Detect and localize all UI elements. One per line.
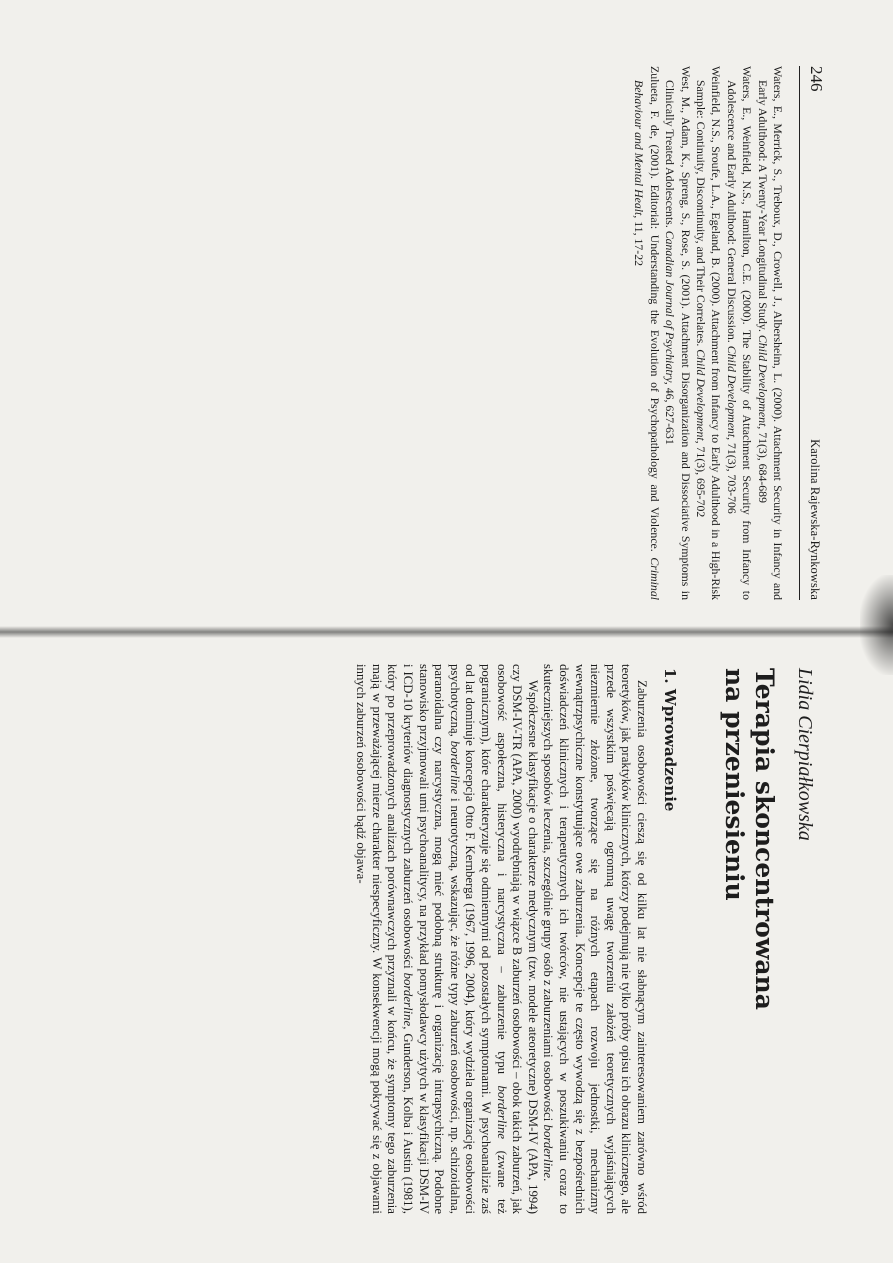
paragraph <box>540 664 649 1214</box>
reference-journal: Child Development, <box>724 345 739 441</box>
page-header <box>806 66 826 600</box>
paragraph <box>353 664 540 1214</box>
italic-term: borderline <box>447 740 462 795</box>
italic-term: borderline <box>541 1124 556 1179</box>
reference-journal: Child Development, <box>693 349 708 444</box>
reference-entry <box>754 66 785 600</box>
reference-text: West, M., Adam, K., Spreng, S., Rose, S. (2001). Attachment Disorganization and Dissociative Symptoms in Clinically Treated Adolescents. <box>663 66 693 600</box>
reference-text: Waters, E., Merrick, S., Treboux, D., Crowell, J., Albersheim, L. (2000). Attachment Security in Infancy and Early Adulthood: A Twenty-Year Longitudinal Study. <box>755 66 785 600</box>
header-rule <box>799 66 800 600</box>
reference-volume-pages: 71(3), 703-706 <box>724 440 739 514</box>
reference-entry <box>723 66 754 600</box>
chapter-author: Lidia Cierpiałkowska <box>794 668 816 841</box>
chapter-title <box>719 668 779 1214</box>
reference-journal: Criminal Behaviour and Mental Healt, <box>632 80 662 600</box>
paragraph-text: , Gunderson, Kolba i Austin (1981), który po przeprowadzonych analizach porównawczych przyznali w końcu, że symptomy tego zaburzenia mają w przeważającej mierze charakter niespecyficzny. W konsekwencji mogą pokrywać się z objawami innych zaburzeń osobowości bądź objawa- <box>354 664 416 1214</box>
italic-term: borderline <box>494 1085 509 1140</box>
chapter-title-line-2: na przeniesieniu <box>720 668 749 901</box>
reference-volume-pages: 46, 627-631 <box>663 384 678 445</box>
reference-entry <box>693 66 724 600</box>
reference-volume-pages: 71(3), 684-689 <box>755 429 770 503</box>
reference-journal: Canadian Journal of Psychiatry, <box>663 230 678 385</box>
paragraph-text: Zaburzenia osobowości cieszą się od kilku lat nie słabnącym zainteresowaniem zarówno wśród teoretyków, jak praktyków klinicznych, którzy podejmują nie tylko próby opisu ich obrazu klinicznego, ale przede wszystkim poświęcają ogromną uwagę tworzeniu założeń teoretycznych wyjaśniających niezmiernie złożone, tworzące się na różnych etapach rozwoju jednostki, mechanizmy wewnątrzpsychiczne konstytuujące owe zaburzenia. Koncepcje te często wywodzą się z bezpośrednich doświadczeń klinicznych i terapeutycznych ich twórców, nie ustających w poszukiwaniu coraz to skuteczniejszych sposobów leczenia, szczególnie grupy osób z zaburzeniami osobowości <box>541 664 649 1214</box>
running-header: Karolina Rajewska-Rynkowska <box>808 439 822 600</box>
paragraph-text: . <box>541 1178 556 1182</box>
previous-chapter-references-section <box>68 50 838 610</box>
reference-text: Weinfield, N.S., Sroufe, L.A., Egeland, B. (2000). Attachment from Infancy to Early Adulthood in a High-Risk Sample: Continuity, Discontinuity, and Their Correlates. <box>693 66 724 600</box>
reference-volume-pages: 11, 17-22 <box>632 218 647 266</box>
new-chapter-section <box>72 654 842 1214</box>
reference-text: Waters, E., Weinfield, N.S., Hamilton, C.E. (2000). The Stability of Attachment Security from Infancy to Adolescence and Early Adulthood: General Discussion. <box>724 66 755 600</box>
reference-journal: Child Development, <box>755 334 770 430</box>
page-number: 246 <box>807 66 826 92</box>
reference-list <box>631 66 785 600</box>
chapter-title-line-1: Terapia skoncentrowana <box>750 668 779 1010</box>
scan-edge-shadow <box>860 575 893 675</box>
scan-shadow-band <box>0 612 893 652</box>
paragraph-text: Współczesne klasyfikacje o charakterze medycznym (tzw. modele ateoretyczne) DSM-IV (APA, 1994) czy DSM-IV-TR (APA, 2000) wyodrębniają w wiązce B zaburzeń osobowości – obok takich zaburzeń, jak osobowość aspołeczna, histeryczna i narcystyczna – zaburzenie typu <box>494 664 540 1214</box>
body-text <box>353 664 649 1214</box>
section-heading: 1. Wprowadzenie <box>661 668 679 812</box>
reference-entry <box>631 66 662 600</box>
reference-volume-pages: 71(3), 695-702 <box>693 443 708 518</box>
paragraph-text: (zwane też pogranicznym), które charakteryzuje się odmiennymi od pozostałych symptomami. W psychoanalizie zaś od lat dominuje koncepcja Otto F. Kernberga (1967, 1996, 2004), który wydziela organizację osobowości psychotyczną, <box>447 664 509 1214</box>
reference-text: Zulueta, F. de, (2001). Editorial: Understanding the Evolution of Psychopathology and Violence. <box>647 66 662 558</box>
italic-term: borderline <box>401 972 416 1027</box>
reference-entry <box>662 66 693 600</box>
paragraph-text: i neurotyczną, wskazując, że różne typy zaburzeń osobowości, np. schizoidalna, paranoidalna czy narcystyczna, mogą mieć podobną strukturę i organizację intrapsychiczną. Podobne stanowisko przyjmowali umi psychoanalitycy, na przykład pomysłodawcy użytych w klasyfikacji DSM-IV i ICD-10 kryteriów diagnostycznych zaburzeń osobowości <box>401 664 462 1214</box>
